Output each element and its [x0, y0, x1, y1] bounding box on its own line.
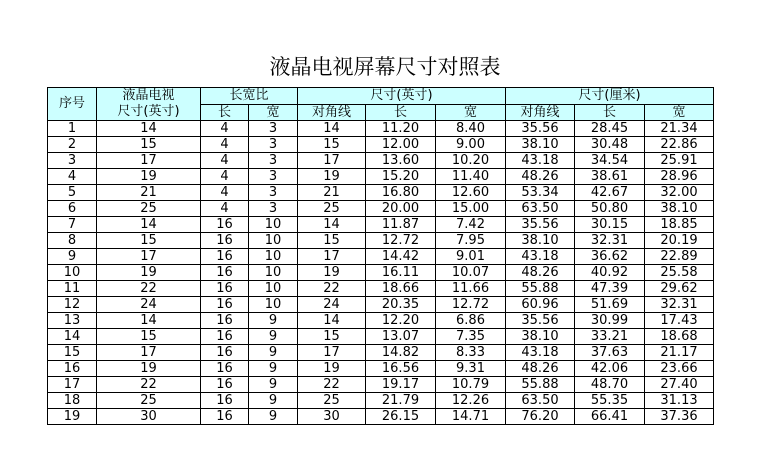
cell-tv-size: 14 [97, 313, 201, 329]
cell-ratio-length: 16 [201, 281, 249, 297]
cell-cm-diagonal: 55.88 [506, 377, 575, 393]
cell-cm-width: 23.66 [645, 361, 714, 377]
cell-inch-width: 11.66 [436, 281, 506, 297]
cell-seq: 16 [48, 361, 97, 377]
cell-cm-width: 21.17 [645, 345, 714, 361]
cell-inch-width: 10.07 [436, 265, 506, 281]
cell-ratio-length: 16 [201, 329, 249, 345]
cell-inch-width: 10.20 [436, 153, 506, 169]
cell-cm-diagonal: 48.26 [506, 169, 575, 185]
cell-seq: 3 [48, 153, 97, 169]
cell-ratio-length: 16 [201, 345, 249, 361]
cell-inch-length: 13.60 [366, 153, 436, 169]
header-tv-size [97, 88, 201, 121]
cell-cm-length: 37.63 [575, 345, 645, 361]
cell-cm-width: 32.00 [645, 185, 714, 201]
table-row [48, 265, 714, 281]
cell-tv-size: 19 [97, 361, 201, 377]
cell-cm-length: 48.70 [575, 377, 645, 393]
cell-inch-width: 7.95 [436, 233, 506, 249]
cell-tv-size: 22 [97, 377, 201, 393]
cell-ratio-width: 9 [249, 345, 298, 361]
cell-tv-size: 19 [97, 169, 201, 185]
cell-cm-diagonal: 43.18 [506, 345, 575, 361]
header-cm-diagonal: 对角线 [506, 104, 575, 121]
cell-ratio-width: 10 [249, 265, 298, 281]
cell-ratio-width: 3 [249, 169, 298, 185]
cell-inch-width: 9.31 [436, 361, 506, 377]
header-inch-width: 宽 [436, 104, 506, 121]
cell-ratio-width: 3 [249, 137, 298, 153]
cell-cm-diagonal: 35.56 [506, 217, 575, 233]
cell-cm-diagonal: 63.50 [506, 393, 575, 409]
cell-seq: 9 [48, 249, 97, 265]
cell-inch-length: 12.20 [366, 313, 436, 329]
cell-cm-length: 30.99 [575, 313, 645, 329]
cell-cm-length: 28.45 [575, 121, 645, 137]
cell-ratio-width: 9 [249, 313, 298, 329]
table-row [48, 361, 714, 377]
cell-cm-diagonal: 43.18 [506, 153, 575, 169]
cell-inch-width: 9.01 [436, 249, 506, 265]
cell-cm-length: 66.41 [575, 409, 645, 425]
cell-cm-width: 37.36 [645, 409, 714, 425]
cell-cm-diagonal: 60.96 [506, 297, 575, 313]
cell-ratio-width: 3 [249, 185, 298, 201]
cell-inch-length: 14.82 [366, 345, 436, 361]
header-ratio-length: 长 [201, 104, 249, 121]
cell-ratio-length: 4 [201, 121, 249, 137]
cell-seq: 5 [48, 185, 97, 201]
cell-cm-length: 30.15 [575, 217, 645, 233]
cell-ratio-length: 16 [201, 297, 249, 313]
table-row [48, 249, 714, 265]
cell-ratio-width: 10 [249, 281, 298, 297]
cell-cm-length: 38.61 [575, 169, 645, 185]
table-row [48, 169, 714, 185]
cell-inch-diagonal: 19 [298, 361, 366, 377]
cell-inch-diagonal: 19 [298, 169, 366, 185]
cell-inch-width: 15.00 [436, 201, 506, 217]
cell-inch-diagonal: 21 [298, 185, 366, 201]
cell-cm-diagonal: 38.10 [506, 329, 575, 345]
cell-inch-length: 20.00 [366, 201, 436, 217]
cell-inch-width: 8.33 [436, 345, 506, 361]
cell-seq: 6 [48, 201, 97, 217]
table-row [48, 121, 714, 137]
cell-cm-width: 28.96 [645, 169, 714, 185]
cell-cm-width: 27.40 [645, 377, 714, 393]
cell-ratio-length: 16 [201, 313, 249, 329]
cell-inch-width: 10.79 [436, 377, 506, 393]
cell-cm-width: 18.85 [645, 217, 714, 233]
cell-inch-length: 20.35 [366, 297, 436, 313]
cell-inch-diagonal: 14 [298, 121, 366, 137]
cell-cm-length: 34.54 [575, 153, 645, 169]
cell-cm-length: 30.48 [575, 137, 645, 153]
cell-inch-diagonal: 15 [298, 233, 366, 249]
table-row [48, 233, 714, 249]
cell-inch-length: 16.11 [366, 265, 436, 281]
cell-ratio-length: 16 [201, 233, 249, 249]
cell-inch-diagonal: 17 [298, 345, 366, 361]
cell-ratio-length: 16 [201, 249, 249, 265]
table-row [48, 345, 714, 361]
cell-ratio-width: 10 [249, 297, 298, 313]
cell-tv-size: 21 [97, 185, 201, 201]
cell-seq: 8 [48, 233, 97, 249]
cell-cm-length: 32.31 [575, 233, 645, 249]
cell-cm-length: 42.67 [575, 185, 645, 201]
cell-cm-width: 38.10 [645, 201, 714, 217]
cell-seq: 18 [48, 393, 97, 409]
cell-cm-width: 31.13 [645, 393, 714, 409]
cell-inch-length: 12.00 [366, 137, 436, 153]
cell-inch-width: 12.60 [436, 185, 506, 201]
cell-inch-length: 15.20 [366, 169, 436, 185]
cell-inch-diagonal: 24 [298, 297, 366, 313]
cell-cm-width: 25.91 [645, 153, 714, 169]
cell-inch-length: 13.07 [366, 329, 436, 345]
cell-tv-size: 17 [97, 153, 201, 169]
cell-cm-length: 40.92 [575, 265, 645, 281]
cell-inch-diagonal: 19 [298, 265, 366, 281]
cell-inch-length: 18.66 [366, 281, 436, 297]
cell-inch-diagonal: 25 [298, 201, 366, 217]
cell-seq: 14 [48, 329, 97, 345]
cell-inch-length: 14.42 [366, 249, 436, 265]
cell-inch-diagonal: 17 [298, 249, 366, 265]
cell-cm-width: 22.86 [645, 137, 714, 153]
header-inch-diagonal: 对角线 [298, 104, 366, 121]
cell-cm-length: 33.21 [575, 329, 645, 345]
cell-cm-diagonal: 48.26 [506, 361, 575, 377]
cell-ratio-width: 9 [249, 361, 298, 377]
cell-inch-length: 16.80 [366, 185, 436, 201]
cell-inch-width: 12.72 [436, 297, 506, 313]
cell-cm-diagonal: 35.56 [506, 313, 575, 329]
cell-cm-diagonal: 76.20 [506, 409, 575, 425]
cell-ratio-length: 4 [201, 169, 249, 185]
cell-tv-size: 19 [97, 265, 201, 281]
table-row [48, 153, 714, 169]
cell-inch-length: 11.20 [366, 121, 436, 137]
cell-cm-width: 29.62 [645, 281, 714, 297]
cell-tv-size: 15 [97, 233, 201, 249]
cell-inch-width: 11.40 [436, 169, 506, 185]
cell-inch-diagonal: 15 [298, 329, 366, 345]
cell-inch-diagonal: 30 [298, 409, 366, 425]
cell-cm-length: 42.06 [575, 361, 645, 377]
cell-inch-length: 12.72 [366, 233, 436, 249]
tv-size-table [47, 87, 714, 425]
cell-inch-diagonal: 22 [298, 281, 366, 297]
cell-cm-width: 18.68 [645, 329, 714, 345]
cell-ratio-length: 16 [201, 265, 249, 281]
cell-cm-diagonal: 43.18 [506, 249, 575, 265]
cell-cm-diagonal: 35.56 [506, 121, 575, 137]
table-row [48, 409, 714, 425]
cell-tv-size: 24 [97, 297, 201, 313]
cell-inch-width: 6.86 [436, 313, 506, 329]
page-title: 液晶电视屏幕尺寸对照表 [269, 55, 501, 79]
cell-ratio-width: 10 [249, 233, 298, 249]
table-row [48, 329, 714, 345]
cell-seq: 15 [48, 345, 97, 361]
cell-inch-length: 21.79 [366, 393, 436, 409]
cell-inch-width: 14.71 [436, 409, 506, 425]
cell-ratio-length: 4 [201, 137, 249, 153]
cell-inch-width: 7.42 [436, 217, 506, 233]
cell-inch-width: 8.40 [436, 121, 506, 137]
cell-inch-diagonal: 14 [298, 313, 366, 329]
table-row [48, 201, 714, 217]
cell-cm-width: 22.89 [645, 249, 714, 265]
header-ratio-width: 宽 [249, 104, 298, 121]
cell-inch-width: 9.00 [436, 137, 506, 153]
cell-inch-length: 11.87 [366, 217, 436, 233]
cell-ratio-length: 16 [201, 377, 249, 393]
cell-cm-length: 51.69 [575, 297, 645, 313]
cell-cm-width: 17.43 [645, 313, 714, 329]
cell-cm-length: 50.80 [575, 201, 645, 217]
cell-seq: 1 [48, 121, 97, 137]
cell-seq: 2 [48, 137, 97, 153]
cell-ratio-width: 9 [249, 377, 298, 393]
cell-tv-size: 15 [97, 137, 201, 153]
header-tv-size-line1: 液晶电视 [122, 88, 175, 103]
cell-ratio-width: 3 [249, 201, 298, 217]
header-cm-width: 宽 [645, 104, 714, 121]
table-row [48, 377, 714, 393]
header-cm-group: 尺寸(厘米) [506, 88, 714, 105]
cell-cm-width: 32.31 [645, 297, 714, 313]
cell-seq: 13 [48, 313, 97, 329]
cell-ratio-length: 16 [201, 409, 249, 425]
cell-tv-size: 25 [97, 393, 201, 409]
cell-ratio-length: 16 [201, 393, 249, 409]
cell-seq: 11 [48, 281, 97, 297]
cell-cm-diagonal: 55.88 [506, 281, 575, 297]
cell-inch-diagonal: 14 [298, 217, 366, 233]
cell-cm-diagonal: 48.26 [506, 265, 575, 281]
table-row [48, 137, 714, 153]
cell-ratio-width: 9 [249, 409, 298, 425]
cell-seq: 10 [48, 265, 97, 281]
cell-seq: 19 [48, 409, 97, 425]
cell-seq: 4 [48, 169, 97, 185]
table-row [48, 281, 714, 297]
cell-cm-length: 55.35 [575, 393, 645, 409]
header-tv-size-line2: 尺寸(英寸) [117, 104, 180, 119]
cell-ratio-width: 3 [249, 121, 298, 137]
cell-inch-diagonal: 17 [298, 153, 366, 169]
cell-ratio-width: 10 [249, 217, 298, 233]
cell-cm-diagonal: 53.34 [506, 185, 575, 201]
cell-inch-diagonal: 25 [298, 393, 366, 409]
cell-tv-size: 30 [97, 409, 201, 425]
cell-cm-diagonal: 38.10 [506, 233, 575, 249]
cell-cm-diagonal: 38.10 [506, 137, 575, 153]
header-cm-length: 长 [575, 104, 645, 121]
header-inch-length: 长 [366, 104, 436, 121]
cell-ratio-width: 3 [249, 153, 298, 169]
table-row [48, 393, 714, 409]
cell-inch-length: 19.17 [366, 377, 436, 393]
cell-ratio-width: 9 [249, 329, 298, 345]
table-row [48, 297, 714, 313]
cell-tv-size: 17 [97, 345, 201, 361]
cell-cm-width: 20.19 [645, 233, 714, 249]
cell-inch-length: 16.56 [366, 361, 436, 377]
cell-cm-length: 36.62 [575, 249, 645, 265]
cell-tv-size: 15 [97, 329, 201, 345]
cell-ratio-length: 16 [201, 361, 249, 377]
table-row [48, 185, 714, 201]
cell-cm-width: 25.58 [645, 265, 714, 281]
cell-tv-size: 25 [97, 201, 201, 217]
cell-tv-size: 14 [97, 217, 201, 233]
table-row [48, 313, 714, 329]
cell-cm-width: 21.34 [645, 121, 714, 137]
cell-tv-size: 22 [97, 281, 201, 297]
cell-ratio-width: 10 [249, 249, 298, 265]
cell-inch-diagonal: 22 [298, 377, 366, 393]
cell-inch-diagonal: 15 [298, 137, 366, 153]
cell-tv-size: 14 [97, 121, 201, 137]
cell-tv-size: 17 [97, 249, 201, 265]
table-row [48, 217, 714, 233]
cell-cm-diagonal: 63.50 [506, 201, 575, 217]
cell-inch-length: 26.15 [366, 409, 436, 425]
header-ratio: 长宽比 [201, 88, 298, 105]
cell-seq: 17 [48, 377, 97, 393]
cell-seq: 12 [48, 297, 97, 313]
cell-ratio-length: 4 [201, 201, 249, 217]
header-inch-group: 尺寸(英寸) [298, 88, 506, 105]
cell-ratio-length: 4 [201, 153, 249, 169]
cell-cm-length: 47.39 [575, 281, 645, 297]
cell-ratio-length: 4 [201, 185, 249, 201]
cell-ratio-width: 9 [249, 393, 298, 409]
header-seq: 序号 [48, 88, 97, 121]
cell-seq: 7 [48, 217, 97, 233]
cell-inch-width: 12.26 [436, 393, 506, 409]
table-body [48, 121, 714, 425]
cell-inch-width: 7.35 [436, 329, 506, 345]
cell-ratio-length: 16 [201, 217, 249, 233]
